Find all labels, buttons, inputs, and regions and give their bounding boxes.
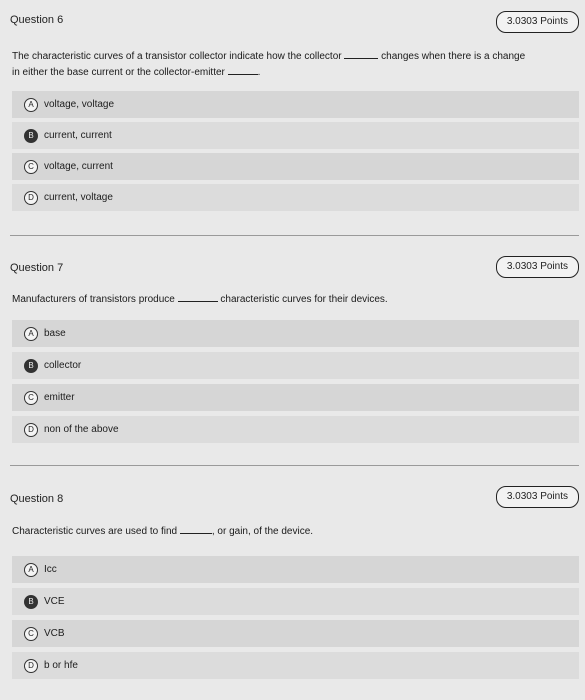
option-b[interactable] [12,588,579,615]
question-title: Question 8 [10,493,64,505]
option-label: base [44,328,66,339]
option-c[interactable] [12,384,579,411]
option-d[interactable] [12,184,579,211]
option-b[interactable] [12,122,579,149]
option-letter: B [24,129,38,143]
option-letter: D [24,191,38,205]
option-label: VCE [44,596,65,607]
blank [228,65,258,75]
blank [180,524,212,534]
option-label: non of the above [44,424,119,435]
option-label: voltage, voltage [44,99,115,110]
option-d[interactable] [12,416,579,443]
points-badge: 3.0303 Points [496,11,579,33]
option-a[interactable] [12,556,579,583]
option-letter: D [24,659,38,673]
blank [178,292,218,302]
option-label: emitter [44,392,75,403]
option-letter: C [24,627,38,641]
option-d[interactable] [12,652,579,679]
blank [344,49,378,59]
option-label: VCB [44,628,65,639]
question-title: Question 7 [10,262,64,274]
option-letter: B [24,595,38,609]
divider [10,235,579,236]
option-letter: A [24,563,38,577]
option-label: Icc [44,564,57,575]
points-badge: 3.0303 Points [496,256,579,278]
option-label: collector [44,360,82,371]
option-label: current, voltage [44,192,113,203]
question-stem: Characteristic curves are used to find , or gain, of the device. [12,526,314,537]
points-badge: 3.0303 Points [496,486,579,508]
option-c[interactable] [12,620,579,647]
option-a[interactable] [12,320,579,347]
divider [10,465,579,466]
option-letter: B [24,359,38,373]
question-stem: The characteristic curves of a transistor collector indicate how the collector changes when there is a change in either the base current or the collector-emitter . [12,51,526,78]
option-letter: C [24,391,38,405]
question-stem: Manufacturers of transistors produce characteristic curves for their devices. [12,294,388,305]
question-title: Question 6 [10,14,64,26]
option-letter: C [24,160,38,174]
option-label: b or hfe [44,660,78,671]
option-c[interactable] [12,153,579,180]
option-a[interactable] [12,91,579,118]
option-letter: D [24,423,38,437]
option-b[interactable] [12,352,579,379]
option-letter: A [24,98,38,112]
option-label: voltage, current [44,161,113,172]
option-letter: A [24,327,38,341]
option-label: current, current [44,130,112,141]
